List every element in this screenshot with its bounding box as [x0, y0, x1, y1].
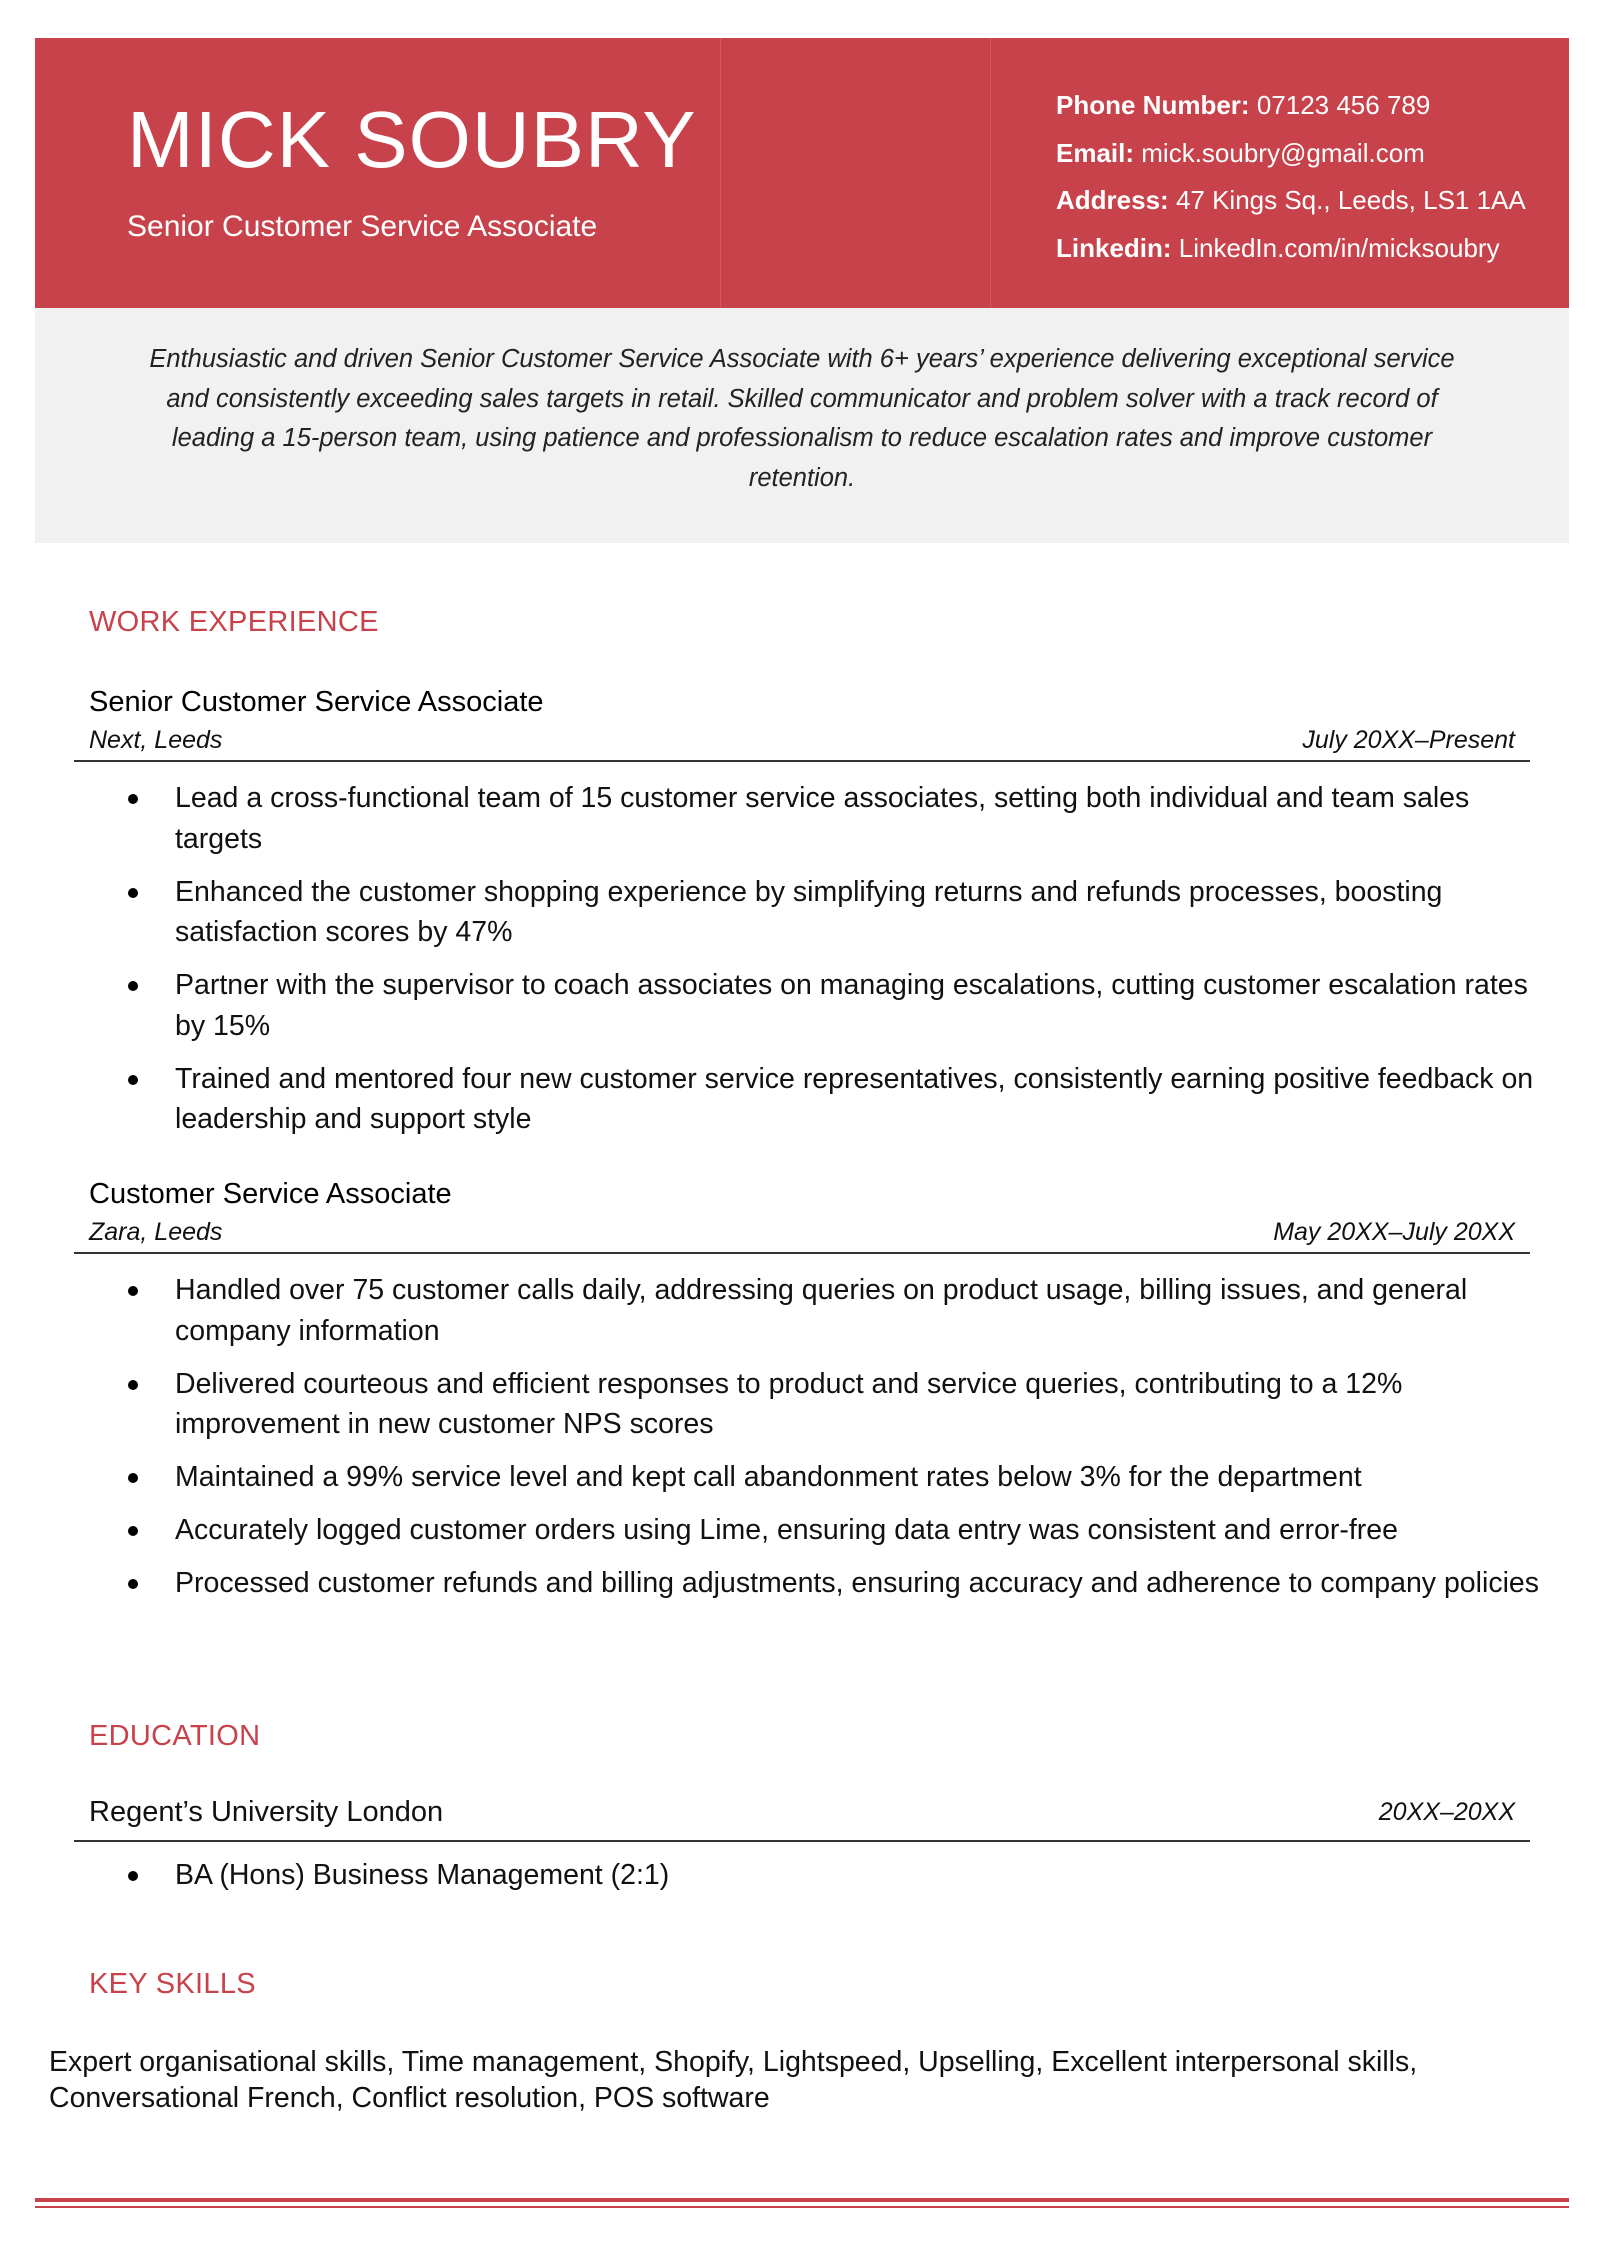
section-title-skills: KEY SKILLS — [89, 1968, 256, 2000]
education-line — [74, 1796, 1530, 1842]
job-meta — [74, 1218, 1530, 1254]
job-dates: May 20XX–July 20XX — [1273, 1218, 1515, 1246]
contact-label: Address: — [1056, 185, 1169, 215]
footer-rule — [35, 2198, 1569, 2202]
resume-header — [35, 38, 1569, 308]
job-dates: July 20XX–Present — [1302, 726, 1515, 754]
list-item: Handled over 75 customer calls daily, addressing queries on product usage, billing issues, and general company information — [128, 1270, 1548, 1351]
contact-label: Linkedin: — [1056, 232, 1172, 263]
list-item: Partner with the supervisor to coach associates on managing escalations, cutting customer escalation rates by 15% — [128, 965, 1548, 1046]
job-title: Customer Service Associate — [89, 1178, 452, 1210]
list-item: Processed customer refunds and billing adjustments, ensuring accuracy and adherence to company policies — [128, 1563, 1548, 1604]
contact-value: mick.soubry@gmail.com — [1141, 137, 1425, 168]
contact-phone — [1056, 82, 1526, 130]
list-item: Trained and mentored four new customer service representatives, consistently earning positive feedback on leadership and support style — [128, 1059, 1548, 1140]
education-bullets — [128, 1855, 1548, 1908]
contact-email — [1056, 130, 1526, 178]
header-divider — [720, 38, 721, 308]
job-bullets — [128, 1270, 1548, 1616]
list-item: Maintained a 99% service level and kept call abandonment rates below 3% for the department — [128, 1457, 1548, 1498]
candidate-role: Senior Customer Service Associate — [127, 210, 598, 243]
list-item: Enhanced the customer shopping experience by simplifying returns and refunds processes, boosting satisfaction scores by 47% — [128, 872, 1548, 953]
job-title: Senior Customer Service Associate — [89, 686, 544, 718]
key-skills: Expert organisational skills, Time management, Shopify, Lightspeed, Upselling, Excellent interpersonal skills, Conversational French, Conflict resolution, POS software — [49, 2046, 1418, 2114]
education-school: Regent’s University London — [89, 1796, 444, 1828]
job-meta — [74, 726, 1530, 762]
job-bullets — [128, 778, 1548, 1152]
list-item: Accurately logged customer orders using Lime, ensuring data entry was consistent and error-free — [128, 1510, 1548, 1551]
contact-info — [1056, 82, 1526, 272]
header-divider — [990, 38, 991, 308]
section-title-work: WORK EXPERIENCE — [89, 606, 379, 638]
section-title-education: EDUCATION — [89, 1720, 261, 1752]
job-company: Zara, Leeds — [89, 1218, 223, 1246]
footer-rule — [35, 2206, 1569, 2208]
contact-label: Phone Number: — [1056, 90, 1250, 120]
contact-value: 47 Kings Sq., Leeds, LS1 1AA — [1175, 185, 1526, 215]
contact-value: LinkedIn.com/in/micksoubry — [1178, 232, 1500, 263]
summary-box — [35, 308, 1569, 543]
education-dates: 20XX–20XX — [1378, 1798, 1515, 1826]
list-item: Lead a cross-functional team of 15 customer service associates, setting both individual and team sales targets — [128, 778, 1548, 859]
contact-address — [1056, 177, 1526, 225]
list-item: BA (Hons) Business Management (2:1) — [128, 1855, 1548, 1896]
job-company: Next, Leeds — [89, 726, 223, 754]
list-item: Delivered courteous and efficient responses to product and service queries, contributing to a 12% improvement in new customer NPS scores — [128, 1364, 1548, 1445]
contact-value: 07123 456 789 — [1256, 90, 1431, 120]
professional-summary: Enthusiastic and driven Senior Customer Service Associate with 6+ years’ experience delivering exceptional service and consistently exceeding sales targets in retail. Skilled communicator and problem solver with a track record of leading a 15-person team, using patience and professionalism to reduce escalation rates and improve customer retention. — [149, 345, 1455, 492]
contact-label: Email: — [1056, 137, 1135, 168]
candidate-name: MICK SOUBRY — [127, 95, 697, 184]
contact-linkedin — [1056, 225, 1526, 273]
